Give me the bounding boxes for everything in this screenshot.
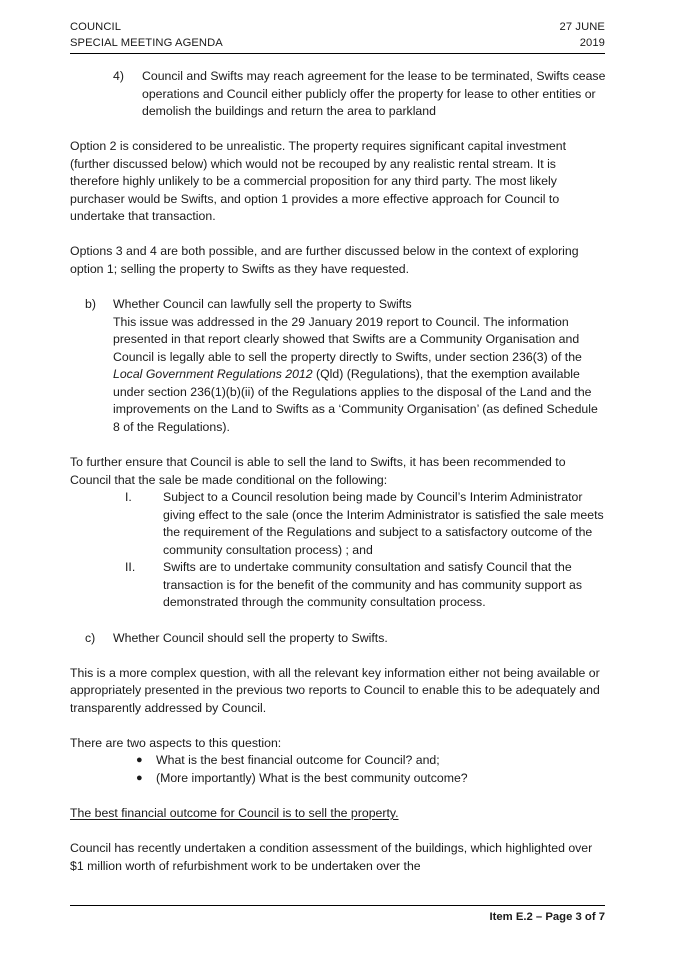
list-item-b xyxy=(70,296,607,436)
page-header xyxy=(70,20,605,54)
header-row-1 xyxy=(70,20,605,36)
list-text-4: Council and Swifts may reach agreement for the lease to be terminated, Swifts cease operations and Council either publicly offer the property for lease to other entities or demolish the buildings and return the area to parkland xyxy=(142,69,606,119)
bullet-text-2: (More importantly) What is the best community outcome? xyxy=(156,770,468,785)
footer-divider xyxy=(70,905,605,906)
bullet-icon: ● xyxy=(136,754,143,767)
heading-b: Whether Council can lawfully sell the property to Swifts xyxy=(113,297,412,312)
paragraph-option-2: Option 2 is considered to be unrealistic. The property requires significant capital investment (further discussed below) which would not be recouped by any realistic rental stream. It is therefore highly unlikely to be a commercial proposition for any third party. The most likely purchaser would be Swifts, and option 1 provides a more effective approach for Council to undertake that transaction. xyxy=(70,139,567,224)
list-marker-4: 4) xyxy=(113,69,124,83)
list-body-b xyxy=(113,296,607,436)
spacer xyxy=(70,279,607,297)
list-text-roman-1: Subject to a Council resolution being made by Council’s Interim Administrator giving effect to the sale (once the Interim Administrator is satisfied the sale meets the requirement of the Regulations and subject to a satisfactory outcome of the community consultation process) ; and xyxy=(163,490,604,557)
paragraph-two-aspects: There are two aspects to this question: xyxy=(70,735,282,750)
list-marker-roman-2: II. xyxy=(125,560,136,575)
spacer xyxy=(70,226,607,244)
footer-item-page-label: Item E.2 – Page 3 of 7 xyxy=(489,911,605,923)
spacer xyxy=(70,647,607,665)
header-council-label: COUNCIL xyxy=(70,21,122,33)
spacer xyxy=(70,612,607,630)
list-item-4 xyxy=(70,68,607,121)
underlined-subheading-text: The best financial outcome for Council is to sell the property. xyxy=(70,805,399,820)
spacer xyxy=(70,436,607,454)
spacer xyxy=(70,823,607,841)
document-body xyxy=(70,68,607,875)
underlined-subheading xyxy=(70,805,607,823)
header-agenda-label: SPECIAL MEETING AGENDA xyxy=(70,36,223,49)
header-date-label: 27 JUNE xyxy=(559,21,605,33)
paragraph-b-part2: (Qld) (Regulations), that the exemption available under section 236(1)(b)(ii) of the Regulations applies to the disposal of the Land and the improvements on the Land to Swifts as a ‘Community Organisation’ (as defined Schedule 8 of the Regulations). xyxy=(113,367,598,434)
header-year-label: 2019 xyxy=(579,36,605,49)
bullet-list-item-1 xyxy=(70,752,607,770)
list-text-roman-2: Swifts are to undertake community consultation and satisfy Council that the transaction is for the benefit of the community and has community support as demonstrated through the community consultation process. xyxy=(163,560,582,610)
list-marker-c: c) xyxy=(85,630,96,645)
paragraph-b-part1: This issue was addressed in the 29 January 2019 report to Council. The information presented in that report clearly showed that Swifts are a Community Organisation and Council is legally able to sell the property directly to Swifts, under section 236(3) of the xyxy=(113,314,582,364)
spacer xyxy=(70,717,607,735)
header-divider xyxy=(70,53,605,54)
list-marker-b: b) xyxy=(85,297,96,312)
list-item-roman-1 xyxy=(70,489,607,559)
legislation-title: Local Government Regulations 2012 xyxy=(113,367,313,382)
list-marker-roman-1: I. xyxy=(125,490,132,505)
paragraph-further-ensure: To further ensure that Council is able to sell the land to Swifts, it has been recommended to Council that the sale be made conditional on the following: xyxy=(70,455,566,487)
list-item-c xyxy=(70,630,607,648)
page-footer xyxy=(70,905,605,923)
bullet-list-item-2 xyxy=(70,770,607,788)
spacer xyxy=(70,121,607,139)
header-row-2 xyxy=(70,36,605,52)
list-item-roman-2 xyxy=(70,559,607,612)
bullet-icon: ● xyxy=(136,771,143,784)
heading-c: Whether Council should sell the property to Swifts. xyxy=(113,630,388,645)
paragraph-options-3-4: Options 3 and 4 are both possible, and are further discussed below in the context of exploring option 1; selling the property to Swifts as they have requested. xyxy=(70,244,579,277)
spacer xyxy=(70,787,607,805)
paragraph-complex-question: This is a more complex question, with all the relevant key information either not being available or appropriately presented in the previous two reports to Council to enable this to be adequately and transparently addressed by Council. xyxy=(70,665,600,715)
paragraph-condition-assessment: Council has recently undertaken a condition assessment of the buildings, which highlighted over $1 million worth of refurbishment work to be undertaken over the xyxy=(70,841,593,873)
bullet-text-1: What is the best financial outcome for Council? and; xyxy=(156,753,440,768)
